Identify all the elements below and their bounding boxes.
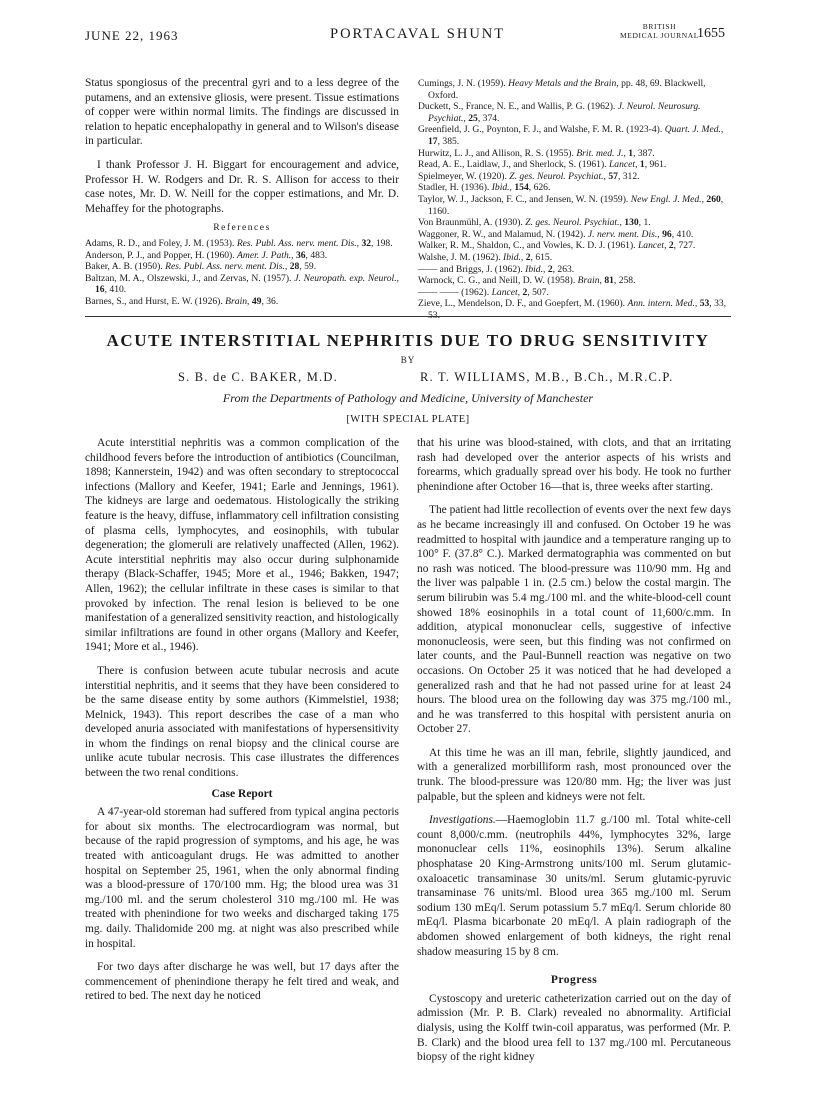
article-divider (85, 316, 731, 317)
author-affiliation: From the Departments of Pathology and Medicine, University of Manchester (222, 391, 594, 405)
reference-volume: 130 (624, 217, 639, 229)
reference-authors: —— —— (1962). (418, 286, 490, 298)
reference-item (418, 159, 731, 171)
reference-pages: , 374. (477, 112, 500, 124)
reference-authors: Baltzan, M. A., Olszewski, J., and Zervas, N. (1957). (85, 272, 292, 284)
header-page-number: 1655 (697, 26, 725, 41)
reference-item (418, 124, 731, 147)
reference-item (418, 264, 731, 276)
header-date: JUNE 22, 1963 (85, 28, 179, 43)
intro-paragraph-2: There is confusion between acute tubular necrosis and acute interstitial nephritis, and it seems that they have been considered to be the same disease entity by some authors (Kimmelstiel, 1938; Melnick, 1943). This report describes the case of a man who developed anuria associated with manifestations of hypersensitivity in whom the findings on renal biopsy and the clinical course are unlike acute tubular necrosis. This case illustrates the differences between the two renal conditions. (85, 664, 399, 780)
reference-item (418, 182, 731, 194)
running-header (0, 20, 816, 56)
special-plate-note: [WITH SPECIAL PLATE] (346, 414, 470, 425)
reference-source: J. Neurol. Neurosurg. Psychiat., (428, 101, 701, 124)
reference-pages: , 263. (552, 263, 575, 275)
reference-source: Amer. J. Path., (237, 249, 294, 261)
reference-item (418, 298, 731, 321)
reference-volume: 36 (295, 249, 306, 261)
prev-article-conclusion: Status spongiosus of the precentral gyri and to a less degree of the putamens, and an extensive gliosis, were present. Tissue estimations of copper were within normal limits. The findings are discussed in relation to hepatic encephalopathy in general and to Wilson's disease in particular. (85, 77, 399, 148)
article-right-column (417, 436, 731, 1065)
reference-authors: Waggoner, R. W., and Malamud, N. (1942). (418, 228, 586, 240)
reference-item (85, 238, 399, 250)
reference-pages: , 198. (371, 237, 393, 249)
reference-pages: , 33, 53. (428, 298, 727, 321)
reference-pages: , 507. (527, 286, 549, 298)
reference-pages: , 385. (437, 135, 460, 147)
reference-volume: 17 (428, 135, 438, 147)
reference-pages: , 387. (633, 147, 655, 159)
reference-authors: Warnock, C. G., and Neill, D. W. (1958). (418, 275, 576, 287)
reference-pages: , 59. (299, 261, 317, 273)
reference-item (418, 217, 731, 229)
reference-volume: 16 (95, 284, 105, 296)
reference-source: Ibid., (491, 182, 512, 194)
reference-item (418, 252, 731, 264)
reference-item (418, 171, 731, 183)
article-left-column (85, 436, 399, 1004)
header-running-title: PORTACAVAL SHUNT (330, 26, 506, 42)
reference-pages: , 626. (528, 182, 551, 194)
reference-pages: , 258. (613, 275, 636, 287)
intro-paragraph-1: Acute interstitial nephritis was a common complication of the childhood fevers before the introduction of antibiotics (Councilman, 1898; Kannerstein, 1942) and was often secondary to streptococcal infections (Mallory and Keefer, 1941; Earle and Jennings, 1961). The kidneys are large and oedematous. Histologically the striking feature is the heavy, diffuse, inflammatory cell infiltration consisting of plasma cells, lymphocytes, and eosinophils, with tubular degeneration; the glomeruli are relatively unaffected (Allen, 1962). Acute interstitial nephritis may also occur during sulphonamide therapy (Black-Schaffer, 1945; More et al., 1946; Bakken, 1947; Allen, 1962); the cellular infiltrate in these cases is similar to that provoked by infection. The renal lesion is believed to be one manifestation of a generalized sensitivity reaction, and histologically similar infiltrations are found in other organs (Mallory and Keefer, 1941; More et al., 1946). (85, 437, 399, 654)
header-journal-line1: BRITISH (642, 22, 677, 31)
reference-pages: pp. 48, 69. Blackwell, Oxford. (428, 78, 706, 101)
reference-source: Ibid., (525, 263, 546, 275)
reference-volume: 2 (525, 251, 531, 263)
reference-authors: Zieve, L., Mendelson, D. F., and Goepfert, M. (1960). (418, 298, 626, 310)
references-left (85, 222, 399, 307)
investigations-label: Investigations. (429, 814, 496, 827)
reference-source: Z. ges. Neurol. Psychiat., (525, 217, 622, 229)
reference-item (418, 101, 731, 124)
progress-heading: Progress (550, 974, 598, 987)
reference-item (85, 296, 399, 308)
reference-source: Brain, (577, 275, 602, 287)
reference-source: Lancet, (608, 159, 638, 171)
reference-item (85, 261, 399, 273)
prev-article-acknowledgement: I thank Professor J. H. Biggart for encouragement and advice, Professor H. W. Rodgers and Dr. R. S. Allison for access to their case notes, Mr. D. W. Neill for the copper estimations, and Mr. D. Mehaffey for the photographs. (85, 158, 399, 215)
reference-volume: 2 (547, 263, 553, 275)
author-williams: R. T. WILLIAMS, M.B., B.Ch., M.R.C.P. (420, 370, 674, 384)
reference-pages: , 615. (530, 251, 553, 263)
reference-pages: , 410. (104, 284, 127, 296)
reference-item (418, 78, 731, 101)
reference-volume: 32 (361, 237, 372, 249)
right-paragraph-3: At this time he was an ill man, febrile, slightly jaundiced, and with a generalized morbilliform rash, most pronounced over the trunk. The blood-pressure was 120/80 mm. Hg; the liver was just palpable, but the spleen and kidneys were not felt. (417, 746, 731, 803)
reference-source: Ibid., (503, 251, 524, 263)
reference-source: Lancet, (637, 240, 667, 252)
reference-source: Brit. med. J., (576, 147, 626, 159)
reference-item (418, 148, 731, 160)
header-journal-name (620, 22, 699, 40)
reference-authors: Baker, A. B. (1950). (85, 261, 163, 273)
reference-authors: Walker, R. M., Shaldon, C., and Vowles, K. D. J. (1961). (418, 240, 636, 252)
reference-volume: 154 (514, 182, 529, 194)
right-paragraph-2: The patient had little recollection of events over the next few days as he became increasingly ill and confused. On October 19 he was readmitted to hospital with jaundice and a temperature ranging up to 100° F. (37.8° C.). Marked dermatographia was commented on but no rash was noticed. The blood-pressure was 110/90 mm. Hg and the liver was palpable 1 in. (2.5 cm.) below the costal margin. The serum bilirubin was 5.4 mg./100 ml. and the white-blood-cell count showed 18% eosinophils in a total count of 11,600/c.mm. In addition, atypical mononuclear cells, suggestive of infective mononucleosis, were seen, but this finding was not confirmed on later counts, and the Paul-Bunnell reaction was negative on two occasions. On October 25 it was noticed that he had developed a generalized rash and that he had not passed urine for at least 24 hours. The blood urea on the following day was 375 mg./100 ml., and he was transferred to this hospital with persistent anuria on October 27. (417, 504, 731, 736)
case-paragraph-1: A 47-year-old storeman had suffered from typical angina pectoris for about six months. The electrocardiogram was normal, but because of the rapid progression of symptoms, and his age, he was treated with anticoagulant drugs. He was admitted to another hospital on September 25, 1961, when the only abnormal finding was a blood-pressure of 170/100 mm. Hg; the blood urea was 31 mg./100 ml. and the serum cholesterol 310 mg./100 ml. He was treated with phenindione for two weeks and discharged taking 175 mg. daily. Thalidomide 200 mg. at night was also prescribed while in hospital. (85, 806, 399, 950)
reference-source: Res. Publ. Ass. nerv. ment. Dis., (165, 261, 288, 273)
header-journal-line2: MEDICAL JOURNAL (620, 31, 699, 40)
reference-item (85, 273, 399, 296)
investigations-text: —Haemoglobin 11.7 g./100 ml. Total white-cell count 8,000/c.mm. (neutrophils 44%, lymphocytes 32%, large mononuclear cells 11%, eosinophils 13%). Serum alkaline phosphatase 20 King-Armstrong units/100 ml. Serum glutamic-oxaloacetic transaminase 30 units/ml. Serum glutamic-pyruvic transaminase 76 units/ml. Blood urea 365 mg./100 ml. Serum sodium 130 mEq/l. Serum potassium 5.7 mEq/l. Serum chloride 80 mEq/l. Plasma bicarbonate 20 mEq/l. A plain radiograph of the abdomen showed enlargement of both kidneys, the right renal shadow measuring 15 by 8 cm. (417, 814, 731, 958)
reference-volume: 2 (522, 286, 528, 298)
reference-authors: Stadler, H. (1936). (418, 182, 490, 194)
reference-source: Brain, (225, 295, 250, 307)
reference-authors: Duckett, S., France, N. E., and Wallis, P. G. (1962). (418, 101, 616, 113)
reference-pages: , 410. (671, 228, 694, 240)
reference-source: Ann. intern. Med., (627, 298, 698, 310)
reference-volume: 96 (662, 228, 672, 240)
reference-source: Z. ges. Neurol. Psychiat., (509, 170, 606, 182)
reference-authors: Hurwitz, L. J., and Allison, R. S. (1955). (418, 147, 574, 159)
investigations-paragraph (417, 813, 731, 959)
reference-source: Res. Publ. Ass. nerv. ment. Dis., (236, 237, 360, 249)
reference-item (418, 194, 731, 217)
reference-source: Quart. J. Med., (664, 124, 724, 136)
reference-item (418, 240, 731, 252)
references-list-right (418, 78, 731, 321)
reference-volume: 1 (628, 147, 634, 159)
reference-authors: Cumings, J. N. (1959). (418, 78, 506, 89)
article-title: ACUTE INTERSTITIAL NEPHRITIS DUE TO DRUG SENSITIVITY (106, 331, 710, 350)
references-list-left (85, 238, 399, 308)
reference-pages: , 483. (305, 249, 328, 261)
reference-pages: , 727. (673, 240, 696, 252)
reference-item (418, 229, 731, 241)
reference-source: Heavy Metals and the Brain, (508, 78, 619, 89)
reference-authors: Taylor, W. J., Jackson, F. C., and Jensen, W. N. (1959). (418, 193, 629, 205)
right-paragraph-1: that his urine was blood-stained, with clots, and that an irritating rash had developed over the anterior aspects of his wrists and forearms, which gradually spread over his body. He took no further phenindione after October 16—that is, three weeks after starting. (417, 437, 731, 493)
reference-pages: , 1. (638, 217, 651, 229)
reference-pages: , 961. (644, 159, 667, 171)
reference-authors: Barnes, S., and Hurst, E. W. (1926). (85, 295, 223, 307)
progress-paragraph-1: Cystoscopy and ureteric catheterization carried out on the day of admission (Mr. P. B. Clark) revealed no abnormality. Artificial dialysis, using the Kolff twin-coil apparatus, was performed (Mr. P. B. Clark) and the blood urea fell to 137 mg./100 ml. Percutaneous biopsy of the right kidney (417, 992, 731, 1064)
reference-volume: 49 (251, 295, 262, 307)
case-paragraph-2: For two days after discharge he was well, but 17 days after the commencement of phenindione therapy he felt tired and weak, and retired to bed. The next day he noticed (85, 961, 399, 1003)
reference-source: J. Neuropath. exp. Neurol., (294, 272, 399, 284)
reference-volume: 1 (639, 159, 645, 171)
reference-authors: Walshe, J. M. (1962). (418, 251, 501, 263)
reference-pages: , 36. (261, 295, 279, 307)
reference-volume: 81 (604, 275, 614, 287)
reference-authors: Adams, R. D., and Foley, J. M. (1953). (85, 237, 235, 249)
author-baker: S. B. de C. BAKER, M.D. (178, 370, 338, 384)
reference-authors: Spielmeyer, W. (1920). (418, 170, 507, 182)
reference-authors: Von Braunmühl, A. (1930). (418, 217, 523, 229)
reference-source: Lancet, (491, 286, 521, 298)
reference-volume: 57 (608, 170, 618, 182)
reference-volume: 25 (468, 112, 478, 124)
prev-article-left-column (85, 76, 399, 308)
reference-pages: , 312. (617, 170, 640, 182)
reference-authors: Greenfield, J. G., Poynton, F. J., and Walshe, F. M. R. (1923-4). (418, 124, 663, 136)
reference-volume: 2 (668, 240, 674, 252)
reference-authors: —— and Briggs, J. (1962). (418, 263, 523, 275)
references-right (418, 78, 731, 321)
byline-by: BY (400, 355, 416, 365)
reference-source: New Engl. J. Med., (630, 193, 704, 205)
reference-authors: Anderson, P. J., and Popper, H. (1960). (85, 249, 235, 261)
reference-volume: 28 (289, 261, 300, 273)
reference-volume: 260 (706, 193, 721, 205)
reference-volume: 53 (699, 298, 710, 310)
case-report-heading: Case Report (211, 787, 273, 800)
reference-item (418, 287, 731, 299)
reference-source: J. nerv. ment. Dis., (587, 228, 660, 240)
reference-authors: Read, A. E., Laidlaw, J., and Sherlock, S. (1961). (418, 159, 607, 171)
references-heading: References (213, 222, 271, 234)
reference-pages: , 1160. (428, 193, 724, 217)
reference-item (85, 250, 399, 262)
reference-item (418, 275, 731, 287)
